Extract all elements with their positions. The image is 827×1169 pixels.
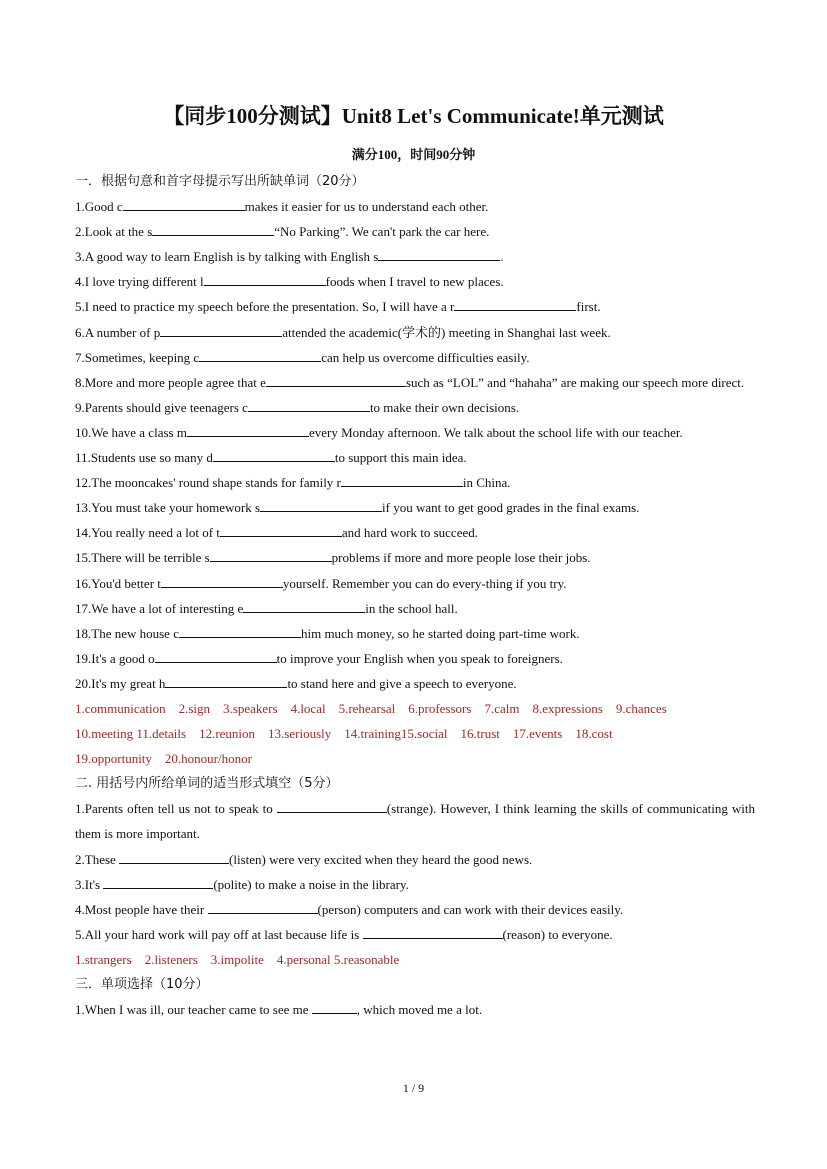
answer-key: 19.opportunity — [75, 751, 152, 767]
question-text: 1.Good c — [75, 199, 123, 215]
question-text: 18.The new house c — [75, 625, 179, 641]
question-text: 2.Look at the s — [75, 224, 153, 240]
answer-blank[interactable] — [454, 296, 576, 311]
answer-key: 6.professors — [408, 700, 472, 716]
answer-blank[interactable] — [123, 196, 245, 211]
question-text: (reason) to everyone. — [502, 926, 613, 942]
answer-blank[interactable] — [266, 372, 406, 387]
answer-blank[interactable] — [199, 347, 321, 362]
question-text: 4.Most people have their — [75, 901, 208, 917]
question-text: , which moved me a lot. — [356, 1002, 483, 1018]
question-text: . — [500, 249, 504, 265]
question-text: attended the academic(学术的) meeting in Shanghai last week. — [282, 324, 611, 340]
answer-blank[interactable] — [260, 497, 382, 512]
question-item — [75, 571, 755, 596]
answer-blank[interactable] — [312, 999, 357, 1014]
answer-key: 17.events — [512, 726, 563, 742]
question-text: in China. — [462, 475, 511, 491]
answer-blank[interactable] — [165, 673, 287, 688]
answer-key: 1.strangers — [75, 951, 132, 967]
question-text: makes it easier for us to understand each other. — [244, 199, 489, 215]
question-text: 16.You'd better t — [75, 575, 161, 591]
question-text: (listen) were very excited when they heard the good news. — [229, 851, 533, 867]
question-text: 3.A good way to learn English is by talking with English s — [75, 249, 379, 265]
answer-blank[interactable] — [161, 573, 283, 588]
answer-blank[interactable] — [213, 447, 335, 462]
document-title: 【同步100分测试】Unit8 Let's Communicate!单元测试 — [163, 104, 664, 128]
question-item — [75, 345, 755, 370]
answer-key: 12.reunion — [199, 726, 256, 742]
answer-key: 3.impolite — [210, 951, 264, 967]
question-text: 14.You really need a lot of t — [75, 525, 220, 541]
question-text: such as “LOL” and “hahaha” are making our speech more direct. — [405, 374, 745, 390]
answer-key-row — [75, 721, 755, 746]
answer-blank[interactable] — [341, 472, 463, 487]
question-text: 2.These — [75, 851, 120, 867]
question-item — [75, 545, 755, 570]
question-item — [75, 194, 755, 219]
question-text: 11.Students use so many d — [75, 450, 213, 466]
question-item — [75, 847, 755, 872]
answer-key: 16.trust — [460, 726, 500, 742]
question-text: in the school hall. — [365, 600, 458, 616]
question-text: 1.Parents often tell us not to speak to — [75, 801, 277, 817]
answer-key-row — [75, 947, 755, 972]
question-text: if you want to get good grades in the final exams. — [382, 500, 640, 516]
question-item — [75, 495, 755, 520]
question-item — [75, 395, 755, 420]
answer-key: 20.honour/honor — [164, 751, 252, 767]
question-item — [75, 872, 755, 897]
question-item — [75, 320, 755, 345]
question-text: 20.It's my great h — [75, 675, 166, 691]
question-item — [75, 269, 755, 294]
answer-blank[interactable] — [220, 522, 342, 537]
answer-key: 2.listeners — [144, 951, 198, 967]
question-text: every Monday afternoon. We talk about the school life with our teacher. — [308, 424, 683, 440]
question-text: “No Parking”. We can't park the car here. — [274, 224, 490, 240]
answer-key: 14.training15.social — [344, 726, 448, 742]
question-text: to improve your English when you speak to foreigners. — [276, 650, 563, 666]
answer-blank[interactable] — [208, 899, 318, 914]
question-text: 13.You must take your homework s — [75, 500, 261, 516]
question-item — [75, 897, 755, 922]
answer-blank[interactable] — [248, 397, 370, 412]
answer-blank[interactable] — [160, 322, 282, 337]
answer-key: 5.rehearsal — [338, 700, 396, 716]
section3-heading: 三．单项选择（10分） — [75, 977, 209, 992]
answer-key: 3.speakers — [223, 700, 278, 716]
question-text: foods when I travel to new places. — [325, 274, 504, 290]
question-item — [75, 244, 755, 269]
question-text: 8.More and more people agree that e — [75, 374, 266, 390]
question-text: to make their own decisions. — [369, 399, 520, 415]
question-item — [75, 671, 755, 696]
question-item — [75, 370, 755, 395]
question-text: 5.I need to practice my speech before the presentation. So, I will have a r — [75, 299, 455, 315]
answer-key: 4.local — [290, 700, 326, 716]
answer-key-row — [75, 696, 755, 721]
question-item — [75, 470, 755, 495]
answer-key: 10.meeting 11.details — [75, 726, 187, 742]
document-body — [75, 169, 755, 1022]
question-text: 3.It's — [75, 876, 104, 892]
question-item — [75, 520, 755, 545]
question-item — [75, 445, 755, 470]
answer-blank[interactable] — [155, 648, 277, 663]
answer-blank[interactable] — [378, 246, 500, 261]
answer-blank[interactable] — [152, 221, 274, 236]
answer-blank[interactable] — [243, 598, 365, 613]
question-text: to stand here and give a speech to everyone. — [287, 675, 517, 691]
question-item — [75, 219, 755, 244]
question-item — [75, 420, 755, 445]
answer-blank[interactable] — [179, 623, 301, 638]
answer-blank[interactable] — [187, 422, 309, 437]
question-item — [75, 294, 755, 319]
question-item — [75, 922, 755, 947]
section1-heading: 一．根据句意和首字母提示写出所缺单词（20分） — [75, 174, 365, 189]
answer-key: 2.sign — [178, 700, 211, 716]
question-text: 10.We have a class m — [75, 424, 187, 440]
answer-key: 1.communication — [75, 700, 166, 716]
answer-key: 8.expressions — [532, 700, 603, 716]
question-text: 6.A number of p — [75, 324, 161, 340]
question-text: 19.It's a good o — [75, 650, 155, 666]
question-text: (polite) to make a noise in the library. — [213, 876, 409, 892]
question-text: 12.The mooncakes' round shape stands for family r — [75, 475, 341, 491]
section2-heading: 二. 用括号内所给单词的适当形式填空（5分） — [75, 776, 339, 792]
question-item — [75, 796, 755, 846]
question-item — [75, 621, 755, 646]
answer-blank[interactable] — [363, 924, 503, 939]
question-text: 7.Sometimes, keeping c — [75, 349, 200, 365]
question-text: can help us overcome difficulties easily. — [321, 349, 530, 365]
answer-blank[interactable] — [119, 849, 229, 864]
question-text: 9.Parents should give teenagers c — [75, 399, 248, 415]
question-text: him much money, so he started doing part-time work. — [300, 625, 580, 641]
question-text: 15.There will be terrible s — [75, 550, 210, 566]
answer-key-row — [75, 746, 755, 771]
question-text: 17.We have a lot of interesting e — [75, 600, 244, 616]
page-number: 1 / 9 — [402, 1081, 425, 1095]
question-item — [75, 596, 755, 621]
question-item — [75, 997, 755, 1022]
answer-blank[interactable] — [103, 874, 213, 889]
answer-blank[interactable] — [277, 798, 387, 813]
answer-key: 9.chances — [615, 700, 667, 716]
question-text: 4.I love trying different l — [75, 274, 204, 290]
question-text: yourself. Remember you can do every-thing if you try. — [282, 575, 567, 591]
question-text: first. — [576, 299, 601, 315]
answer-key: 18.cost — [575, 726, 613, 742]
document-subtitle: 满分100，时间90分钟 — [351, 147, 476, 162]
question-text: (person) computers and can work with their devices easily. — [317, 901, 624, 917]
question-text: to support this main idea. — [334, 450, 467, 466]
question-item — [75, 646, 755, 671]
answer-key: 4.personal 5.reasonable — [276, 951, 400, 967]
question-text: and hard work to succeed. — [341, 525, 478, 541]
question-text: problems if more and more people lose their jobs. — [331, 550, 591, 566]
answer-key: 13.seriously — [268, 726, 332, 742]
question-text: 1.When I was ill, our teacher came to see me — [75, 1002, 312, 1018]
question-text: (strange). However, I think learning the skills of communicating with them is more important. — [75, 801, 755, 842]
question-text: 5.All your hard work will pay off at last because life is — [75, 926, 363, 942]
answer-key: 7.calm — [484, 700, 520, 716]
answer-blank[interactable] — [210, 547, 332, 562]
answer-blank[interactable] — [204, 271, 326, 286]
